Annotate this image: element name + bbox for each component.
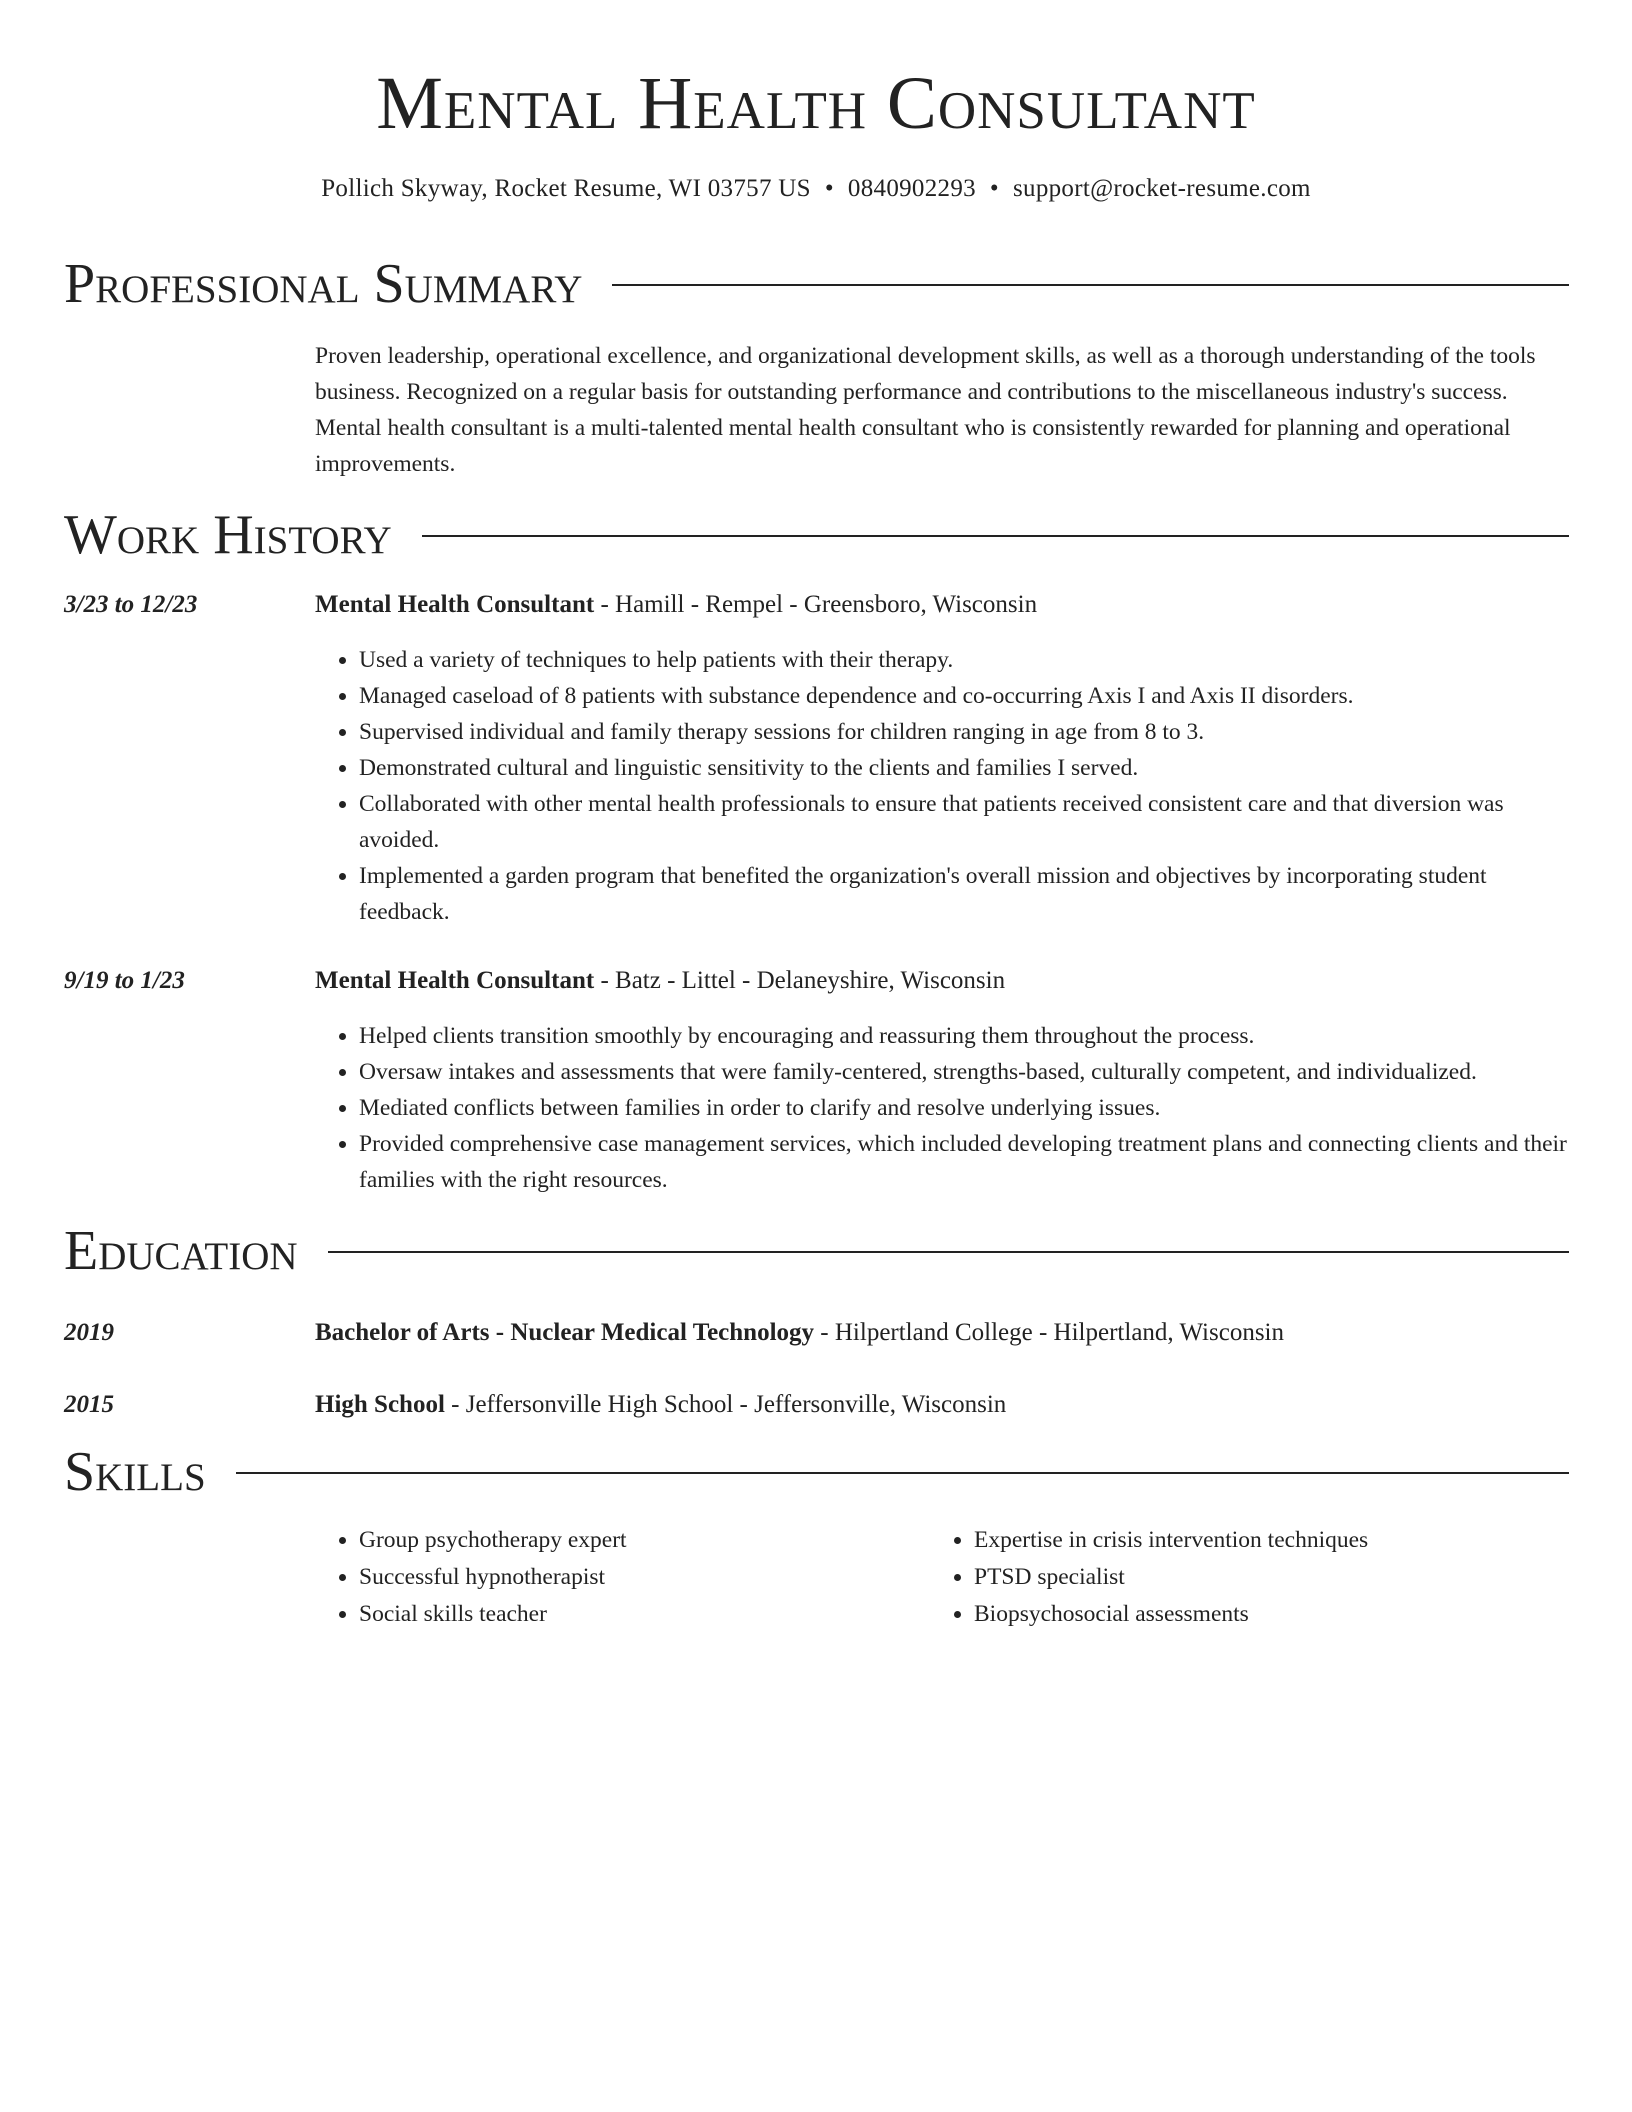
list-item: • Successful hypnotherapist [359, 1559, 919, 1596]
summary-text: Proven leadership, operational excellence, and organizational development skills, as well as a thorough understanding of the tools business. Recognized on a regular basis for outstanding performance and contributions to the miscellaneous industry's success. Mental health consultant is a multi-talented mental health consultant who is consistently rewarded for planning and operational improvements. [315, 343, 1536, 477]
job-role: Mental Health Consultant [315, 591, 595, 618]
section-divider [64, 1472, 1569, 1474]
resume-name: Mental Health Consultant [376, 62, 1256, 145]
job-bullets [315, 1018, 1570, 1198]
list-item: • Managed caseload of 8 patients with substance dependence and co-occurring Axis I and Axis II disorders. [359, 678, 1570, 714]
skills-list-right [930, 1522, 1574, 1633]
section-title-skills: Skills [64, 1440, 236, 1504]
list-item: • Collaborated with other mental health professionals to ensure that patients received consistent care and that diversion was avoided. [359, 786, 1570, 858]
job-employer: - Hamill - Rempel - Greensboro, Wisconsin [594, 591, 1038, 618]
contact-separator: • [989, 175, 999, 202]
education-school: - Hilpertland College - Hilpertland, Wisconsin [814, 1319, 1285, 1346]
education-school: - Jeffersonville High School - Jeffersonville, Wisconsin [444, 1391, 1007, 1418]
list-item: • Demonstrated cultural and linguistic sensitivity to the clients and families I served. [359, 750, 1570, 786]
list-item: • Helped clients transition smoothly by encouraging and reassuring them throughout the process. [359, 1018, 1570, 1054]
list-item: • Used a variety of techniques to help patients with their therapy. [359, 642, 1570, 678]
list-item: • Biopsychosocial assessments [974, 1596, 1574, 1633]
list-item: • PTSD specialist [974, 1559, 1574, 1596]
list-item: • Implemented a garden program that benefited the organization's overall mission and objectives by incorporating student feedback. [359, 858, 1570, 930]
education-year: 2019 [64, 1319, 114, 1346]
education-heading [315, 1388, 1570, 1422]
contact-address: Pollich Skyway, Rocket Resume, WI 03757 US [321, 175, 811, 202]
job-bullets [315, 642, 1570, 930]
list-item: • Social skills teacher [359, 1596, 919, 1633]
job-employer: - Batz - Littel - Delaneyshire, Wisconsin [594, 967, 1006, 994]
list-item: • Oversaw intakes and assessments that were family-centered, strengths-based, culturally competent, and individualized. [359, 1054, 1570, 1090]
education-year: 2015 [64, 1391, 114, 1418]
contact-email: support@rocket-resume.com [1012, 175, 1311, 202]
job-dates: 9/19 to 1/23 [64, 967, 185, 994]
job-heading [315, 588, 1570, 622]
job-heading [315, 964, 1570, 998]
section-title-education: Education [64, 1219, 328, 1283]
list-item: • Supervised individual and family therapy sessions for children ranging in age from 8 to 3. [359, 714, 1570, 750]
contact-line [0, 172, 1632, 206]
skills-list-left [315, 1522, 919, 1633]
list-item: • Expertise in crisis intervention techniques [974, 1522, 1574, 1559]
list-item: • Mediated conflicts between families in order to clarify and resolve underlying issues. [359, 1090, 1570, 1126]
job-role: Mental Health Consultant [315, 967, 595, 994]
list-item: • Provided comprehensive case management services, which included developing treatment plans and connecting clients and their families with the right resources. [359, 1126, 1570, 1198]
section-title-work: Work History [64, 503, 422, 567]
education-degree: High School [315, 1391, 445, 1418]
job-dates: 3/23 to 12/23 [64, 591, 198, 618]
contact-phone: 0840902293 [847, 175, 976, 202]
education-degree: Bachelor of Arts - Nuclear Medical Technology [315, 1319, 815, 1346]
list-item: • Group psychotherapy expert [359, 1522, 919, 1559]
section-title-summary: Professional Summary [64, 252, 612, 316]
education-heading [315, 1316, 1570, 1350]
contact-separator: • [824, 175, 834, 202]
